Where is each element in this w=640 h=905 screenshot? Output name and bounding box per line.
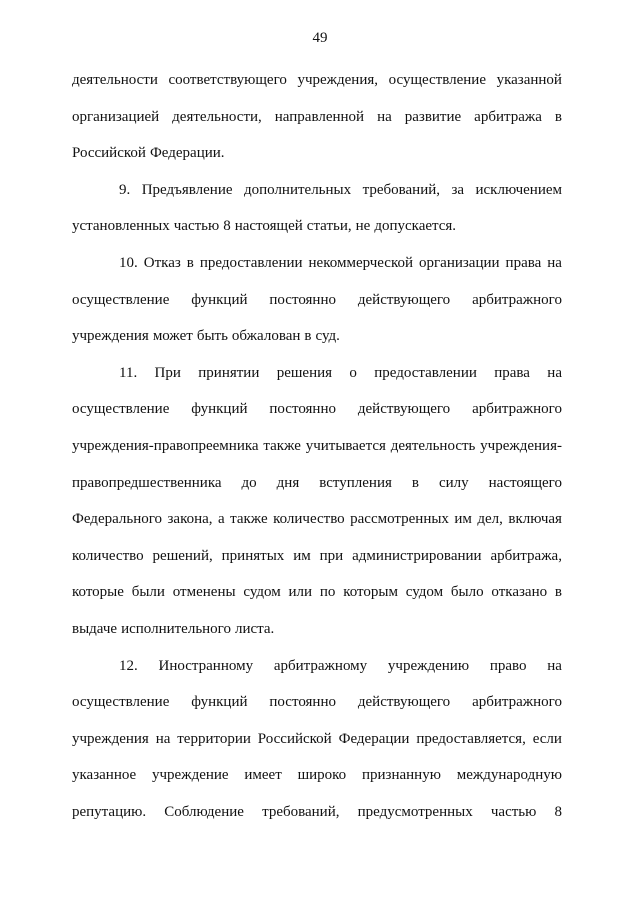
word: указанной	[496, 72, 562, 88]
word: указанное	[72, 767, 137, 784]
word: предоставлении	[199, 254, 303, 271]
word: за	[451, 181, 465, 198]
word: силу	[438, 474, 469, 491]
word: администрировании	[352, 547, 482, 564]
word: арбитражного	[472, 694, 562, 711]
word: было	[450, 584, 484, 601]
text-line	[72, 103, 562, 140]
word: а	[217, 511, 225, 528]
word: учреждение	[152, 767, 229, 784]
word: Федерального	[72, 511, 163, 528]
word: постоянно	[269, 291, 336, 308]
word: были	[131, 584, 165, 601]
text-line	[72, 286, 562, 323]
document-body	[72, 66, 562, 834]
word: выдаче	[72, 620, 118, 637]
word: в	[186, 254, 194, 271]
page-number: 49	[312, 30, 328, 46]
word: территории	[177, 730, 251, 747]
text-line	[72, 688, 562, 725]
word: быть	[196, 328, 228, 345]
word: некоммерческой	[308, 254, 414, 271]
word: 9.	[119, 181, 131, 198]
word: правопредшественника	[72, 474, 222, 491]
word: при	[319, 547, 344, 564]
word: не	[355, 218, 371, 235]
word: вступления	[319, 474, 392, 491]
word: рассмотренных	[350, 511, 449, 528]
text-line	[72, 212, 562, 249]
word: частью	[490, 803, 537, 820]
word: постоянно	[269, 694, 336, 711]
word: право	[489, 657, 527, 674]
word: настоящего	[488, 474, 562, 491]
word: может	[152, 328, 193, 345]
word: на	[547, 364, 562, 381]
word: действующего	[357, 291, 451, 308]
word: Соблюдение	[164, 803, 244, 820]
word: на	[547, 657, 562, 674]
word: им	[293, 547, 311, 564]
word: статьи,	[306, 218, 352, 235]
word: действующего	[357, 401, 451, 418]
word: если	[532, 730, 562, 747]
text-line	[72, 469, 562, 506]
word: принятых	[221, 547, 285, 564]
word: деятельность	[390, 437, 476, 454]
word: Иностранному	[158, 657, 254, 674]
word: Федерации	[338, 730, 410, 747]
text-line	[72, 66, 562, 103]
word: дополнительных	[243, 181, 352, 198]
word: деятельности,	[172, 108, 262, 125]
word: установленных	[72, 218, 170, 235]
word: частью	[173, 218, 220, 235]
word: принятии	[198, 364, 260, 381]
word: права	[494, 364, 530, 381]
word: функций	[191, 291, 248, 308]
word: функций	[191, 694, 248, 711]
text-line	[72, 542, 562, 579]
word: требований,	[362, 181, 440, 198]
word: 8	[554, 803, 562, 820]
word: учреждения	[72, 730, 149, 747]
word: требований,	[262, 803, 340, 820]
word: о	[349, 364, 357, 381]
word: имеет	[244, 767, 282, 784]
text-line	[72, 176, 562, 213]
word: 12.	[119, 657, 138, 674]
word: допускается.	[374, 218, 457, 235]
word: права	[505, 254, 542, 271]
word: 10.	[119, 254, 138, 271]
word: международную	[456, 767, 562, 784]
word: отменены	[172, 584, 236, 601]
word: также	[230, 511, 268, 528]
word: предоставляется,	[416, 730, 526, 747]
word: соответствующего	[168, 72, 287, 88]
word: или	[288, 584, 313, 601]
word: признанную	[361, 767, 441, 784]
word: включая	[508, 511, 562, 528]
word: решений,	[152, 547, 213, 564]
word: учреждения,	[297, 72, 379, 88]
word: арбитража	[474, 108, 542, 125]
word: осуществление	[72, 291, 170, 308]
word: Федерации.	[149, 145, 225, 162]
word: учреждению	[387, 657, 470, 674]
word: в	[304, 328, 312, 345]
word: учреждения-	[480, 437, 562, 454]
word: которые	[72, 584, 124, 601]
word: организации	[419, 254, 500, 271]
word: суд.	[315, 328, 340, 345]
word: в	[554, 108, 562, 125]
word: судом	[243, 584, 281, 601]
word: 11.	[119, 364, 138, 381]
word: листа.	[234, 620, 275, 637]
word: настоящей	[234, 218, 303, 235]
text-line	[72, 615, 562, 652]
word: учреждения	[72, 328, 149, 345]
word: арбитражного	[472, 291, 562, 308]
text-line	[72, 249, 562, 286]
word: деятельности	[72, 72, 158, 88]
text-line	[72, 395, 562, 432]
word: Предъявление	[141, 181, 233, 198]
word: закона,	[167, 511, 213, 528]
text-line	[72, 725, 562, 762]
word: предоставлении	[374, 364, 477, 381]
text-line	[72, 761, 562, 798]
word: им	[454, 511, 472, 528]
word: арбитража,	[490, 547, 562, 564]
word: на	[377, 108, 392, 125]
word: репутацию.	[72, 803, 147, 820]
word: организацией	[72, 108, 160, 125]
text-line	[72, 432, 562, 469]
word: учитывается	[305, 437, 386, 454]
word: на	[547, 254, 562, 271]
word: При	[154, 364, 181, 381]
word: 8	[223, 218, 231, 235]
word: функций	[191, 401, 248, 418]
word: действующего	[357, 694, 451, 711]
word: исполнительного	[121, 620, 231, 637]
word: дня	[276, 474, 300, 491]
word: количество	[72, 547, 144, 564]
word: решения	[276, 364, 333, 381]
word: исключением	[475, 181, 562, 198]
word: развитие	[404, 108, 462, 125]
word: арбитражному	[273, 657, 368, 674]
word: также	[263, 437, 301, 454]
word: направленной	[274, 108, 365, 125]
word: в	[554, 584, 562, 601]
word: отказано	[491, 584, 548, 601]
word: постоянно	[269, 401, 336, 418]
word: на	[155, 730, 171, 747]
word: по	[319, 584, 336, 601]
word: арбитражного	[472, 401, 562, 418]
word: обжалован	[231, 328, 301, 345]
word: до	[241, 474, 257, 491]
text-line	[72, 322, 562, 359]
text-line	[72, 798, 562, 835]
word: в	[411, 474, 419, 491]
word: дел,	[477, 511, 503, 528]
word: предусмотренных	[357, 803, 473, 820]
word: Российской	[257, 730, 332, 747]
word: количество	[273, 511, 345, 528]
text-line	[72, 652, 562, 689]
word: широко	[297, 767, 347, 784]
word: учреждения-правопреемника	[72, 437, 259, 454]
word: осуществление	[388, 72, 486, 88]
word: которым	[343, 584, 398, 601]
word: осуществление	[72, 694, 170, 711]
text-line	[72, 359, 562, 396]
word: Отказ	[143, 254, 181, 271]
word: Российской	[72, 145, 146, 162]
text-line	[72, 505, 562, 542]
text-line	[72, 578, 562, 615]
text-line	[72, 139, 562, 176]
word: судом	[405, 584, 444, 601]
word: осуществление	[72, 401, 170, 418]
